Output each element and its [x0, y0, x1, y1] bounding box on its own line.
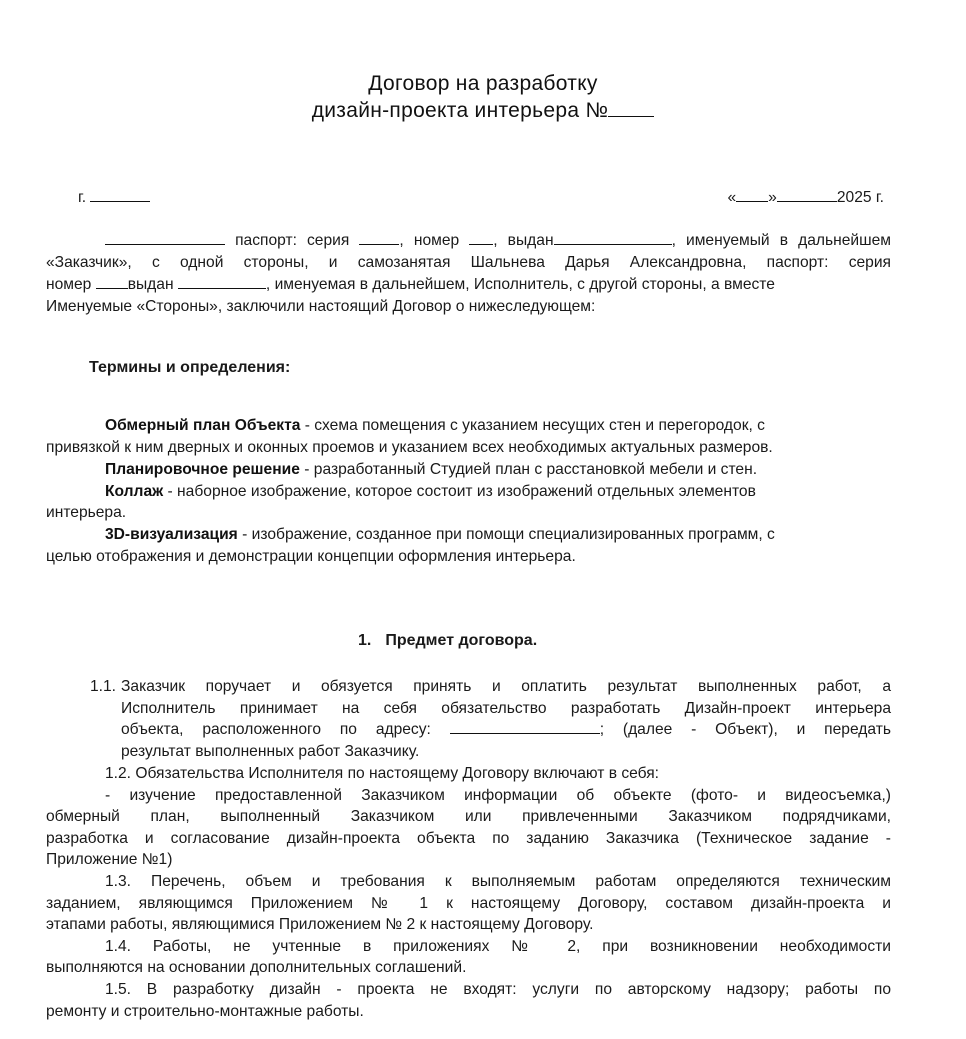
- date-open-quote: «: [727, 189, 737, 206]
- term-measurement-plan-name: Обмерный план Объекта: [105, 417, 301, 434]
- term-collage-def: - наборное изображение, которое состоит из изображений отдельных элементов: [163, 483, 756, 500]
- number2-label: номер: [46, 276, 96, 293]
- clause-1-2-line-2: - изучение предоставленной Заказчиком информации об объекте (фото- и видеосъемка,): [105, 787, 891, 804]
- date-close-quote: »: [768, 189, 777, 206]
- clause-1-5-line-1: 1.5. В разработку дизайн - проекта не входят: услуги по авторскому надзору; работы по: [105, 981, 891, 998]
- clause-1-2-line-3: обмерный план, выполненный Заказчиком или привлеченными Заказчиком подрядчиками,: [46, 808, 891, 825]
- address-label: объекта, расположенного по адресу:: [121, 721, 450, 738]
- clause-1-1-line-3: [121, 719, 891, 741]
- issued-blank: [554, 243, 672, 245]
- section-1-heading: [358, 632, 537, 650]
- number-blank: [469, 243, 493, 245]
- intro-line-4: Именуемые «Стороны», заключили настоящий Договор о нижеследующем:: [46, 298, 596, 315]
- date-field: [727, 187, 884, 209]
- terms-heading: Термины и определения:: [89, 359, 291, 376]
- term-layout-solution-def: - разработанный Студией план с расстановкой мебели и стен.: [299, 461, 758, 478]
- intro-line-1: [105, 230, 891, 252]
- month-blank: [777, 200, 837, 202]
- contract-number-blank: [608, 115, 654, 117]
- city-blank: [90, 200, 150, 202]
- term-measurement-plan: [105, 415, 765, 437]
- section-1-title: Предмет договора.: [385, 632, 538, 649]
- clause-1-2-line-1: 1.2. Обязательства Исполнителя по настоящему Договору включают в себя:: [105, 765, 660, 782]
- clause-1-3-line-1: 1.3. Перечень, объем и требования к выполняемым работам определяются техническим: [105, 873, 891, 890]
- term-layout-solution-name: Планировочное решение: [105, 461, 300, 478]
- term-layout-solution: [105, 459, 757, 481]
- intro-line-2: «Заказчик», с одной стороны, и самозанятая Шальнева Дарья Александровна, паспорт: серия: [46, 254, 891, 271]
- object-def: ; (далее - Объект), и передать: [599, 721, 891, 738]
- date-year: 2025 г.: [836, 189, 884, 206]
- clause-1-1-number: 1.1.: [90, 678, 117, 695]
- title-line-1: Договор на разработку: [368, 72, 598, 95]
- clause-1-1-line-4: результат выполненных работ Заказчику.: [121, 743, 420, 760]
- term-collage: [105, 481, 756, 503]
- title-line-2: [0, 97, 966, 124]
- term-collage-cont: интерьера.: [46, 504, 127, 521]
- term-3d-visualization: [105, 524, 775, 546]
- address-blank: [450, 732, 600, 734]
- issued2-label: выдан: [127, 276, 178, 293]
- clause-1-3-line-2: заданием, являющимся Приложением № 1 к настоящему Договору, составом дизайн-проекта и: [46, 895, 891, 912]
- number-label: , номер: [399, 232, 470, 249]
- term-measurement-plan-cont: привязкой к ним дверных и оконных проемов и указанием всех необходимых актуальных размеров.: [46, 439, 773, 456]
- term-3d-def: - изображение, созданное при помощи специализированных программ, с: [237, 526, 775, 543]
- named2-label: , именуемая в дальнейшем, Исполнитель, с другой стороны, а вместе: [265, 276, 775, 293]
- term-collage-name: Коллаж: [105, 483, 164, 500]
- term-3d-cont: целью отображения и демонстрации концепции оформления интерьера.: [46, 548, 576, 565]
- term-3d-name: 3D-визуализация: [105, 526, 238, 543]
- section-1-number: 1.: [358, 632, 372, 649]
- issued-label: , выдан: [493, 232, 554, 249]
- number2-blank: [96, 287, 128, 289]
- clause-1-3-line-3: этапами работы, являющимися Приложением № 2 к настоящему Договору.: [46, 916, 594, 933]
- series-blank: [359, 243, 399, 245]
- title-text: дизайн-проекта интерьера №: [311, 99, 609, 122]
- named-label: , именуемый в дальнейшем: [671, 232, 891, 249]
- clause-1-1-line-1: Заказчик поручает и обязуется принять и оплатить результат выполненных работ, а: [121, 678, 891, 695]
- clause-1-4-line-2: выполняются на основании дополнительных соглашений.: [46, 959, 467, 976]
- clause-1-1-line-2: Исполнитель принимает на себя обязательство разработать Дизайн-проект интерьера: [121, 700, 891, 717]
- passport-series-label: паспорт: серия: [225, 232, 360, 249]
- day-blank: [736, 200, 768, 202]
- clause-1-5-line-2: ремонту и строительно-монтажные работы.: [46, 1003, 364, 1020]
- city-field: [78, 187, 150, 209]
- clause-1-2-line-5: Приложение №1): [46, 851, 173, 868]
- city-prefix: г.: [78, 189, 87, 206]
- clause-1-2-line-4: разработка и согласование дизайн-проекта объекта по заданию Заказчика (Техническое задание -: [46, 830, 891, 847]
- term-measurement-plan-def: - схема помещения с указанием несущих стен и перегородок, с: [300, 417, 765, 434]
- intro-line-3: [46, 274, 891, 296]
- issued2-blank: [178, 287, 266, 289]
- clause-1-4-line-1: 1.4. Работы, не учтенные в приложениях № 2, при возникновении необходимости: [105, 938, 891, 955]
- customer-name-blank: [105, 243, 225, 245]
